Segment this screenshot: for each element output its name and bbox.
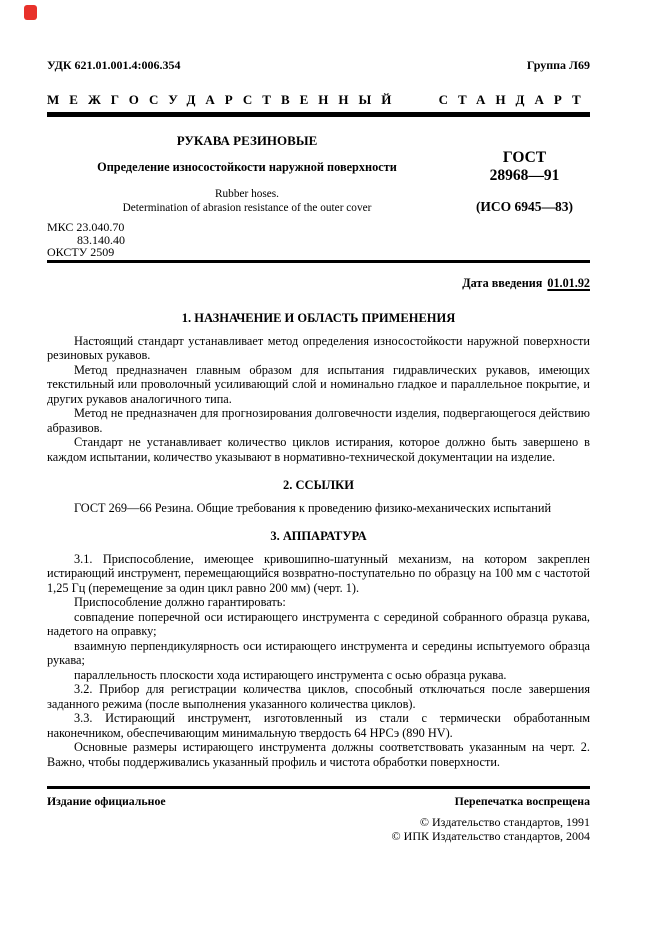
title-rule <box>47 260 590 263</box>
document-subtitle-ru: Определение износостойкости наружной поверхности <box>97 160 397 174</box>
document-title-ru: РУКАВА РЕЗИНОВЫЕ <box>176 133 318 148</box>
section-3-paragraph: 3.3. Истирающий инструмент, изготовленный из стали с термически обработанным наконечником, обеспечивающим минимальную твердость 64 НРСэ (890 HV). <box>47 711 590 740</box>
udk-code: УДК 621.01.001.4:006.354 <box>47 58 181 72</box>
effective-date-value: 01.01.92 <box>547 276 590 290</box>
section-1-paragraph: Настоящий стандарт устанавливает метод определения износостойкости наружной поверхности резиновых рукавов. <box>47 333 590 362</box>
copyright-line-1991: © Издательство стандартов, 1991 <box>419 815 590 829</box>
okstu-code: ОКСТУ 2509 <box>47 245 115 260</box>
section-2-heading: 2. ССЫЛКИ <box>283 478 354 492</box>
copyright-block <box>47 815 590 843</box>
classification-row <box>47 58 590 73</box>
document-body <box>47 311 590 769</box>
mks-code-line2: 83.140.40 <box>77 232 125 247</box>
section-3-paragraph: 3.1. Приспособление, имеющее кривошипно-шатунный механизм, на котором закреплен истирающий инструмент, перемещающийся возвратно-поступательно по образцу на 100 мм с частотой 1,25 Гц (перемещение за один цикл равно 200 мм) (черт. 1). <box>47 551 590 595</box>
title-block <box>47 133 447 215</box>
section-2-paragraph: ГОСТ 269—66 Резина. Общие требования к проведению физико-механических испытаний <box>74 500 552 515</box>
section-1-paragraph: Метод не предназначен для прогнозирования долговечности изделия, подвергающегося действию абразивов. <box>47 406 590 435</box>
section-3-paragraph: совпадение поперечной оси истирающего инструмента с серединой собранного образца рукава, надетого на оправку; <box>47 609 590 638</box>
copyright-line-2004: © ИПК Издательство стандартов, 2004 <box>391 829 590 843</box>
reprint-notice: Перепечатка воспрещена <box>454 794 590 808</box>
section-3-heading: 3. АППАРАТУРА <box>270 529 367 543</box>
header-rule <box>47 112 590 117</box>
official-edition-label: Издание официальное <box>47 794 166 808</box>
red-marker-icon <box>24 5 37 20</box>
section-3-paragraph: Приспособление должно гарантировать: <box>74 595 286 609</box>
section-1-paragraph: Метод предназначен главным образом для испытания гидравлических рукавов, имеющих текстильный или проволочный усиливающий слой и номинально гладкое и параллельное покрытие, и других рукавов аналогичного типа. <box>47 362 590 406</box>
document-subtitle-en: Determination of abrasion resistance of the outer cover <box>122 201 372 214</box>
footer-rule <box>47 786 590 789</box>
effective-date <box>47 276 590 291</box>
section-3-paragraph: параллельность плоскости хода истирающего инструмента с осью образца рукава. <box>74 667 507 682</box>
section-3-paragraph: Основные размеры истирающего инструмента должны соответствовать указанным на черт. 2. Важно, чтобы поддерживались указанный профиль и чистота обработки поверхности. <box>47 740 590 769</box>
mks-code-line1: МКС 23.040.70 <box>47 220 125 234</box>
section-3-paragraph: взаимную перпендикулярность оси истирающего инструмента и середины испытуемого образца рукава; <box>47 638 590 667</box>
iso-reference: (ИСО 6945—83) <box>475 199 574 214</box>
gost-label: ГОСТ <box>502 149 547 166</box>
footer-row <box>47 794 590 809</box>
document-title-en: Rubber hoses. <box>214 188 279 200</box>
effective-date-label: Дата введения <box>462 276 543 290</box>
section-1-paragraph: Стандарт не устанавливает количество циклов истирания, которое должно быть завершено в каждом испытании, количество указывают в нормативно-технической документации на изделие. <box>47 435 590 464</box>
section-3-paragraph: 3.2. Прибор для регистрации количества циклов, способный отключаться после завершения заданного режима (после выполнения указанного количества циклов). <box>47 682 590 711</box>
standard-kind-title: МЕЖГОСУДАРСТВЕННЫЙ СТАНДАРТ <box>47 92 591 107</box>
gost-number: 28968—91 <box>489 167 560 184</box>
section-1-heading: 1. НАЗНАЧЕНИЕ И ОБЛАСТЬ ПРИМЕНЕНИЯ <box>181 311 456 325</box>
standard-designation <box>452 149 597 215</box>
codes-block <box>47 221 125 259</box>
group-code: Группа Л69 <box>526 58 590 72</box>
